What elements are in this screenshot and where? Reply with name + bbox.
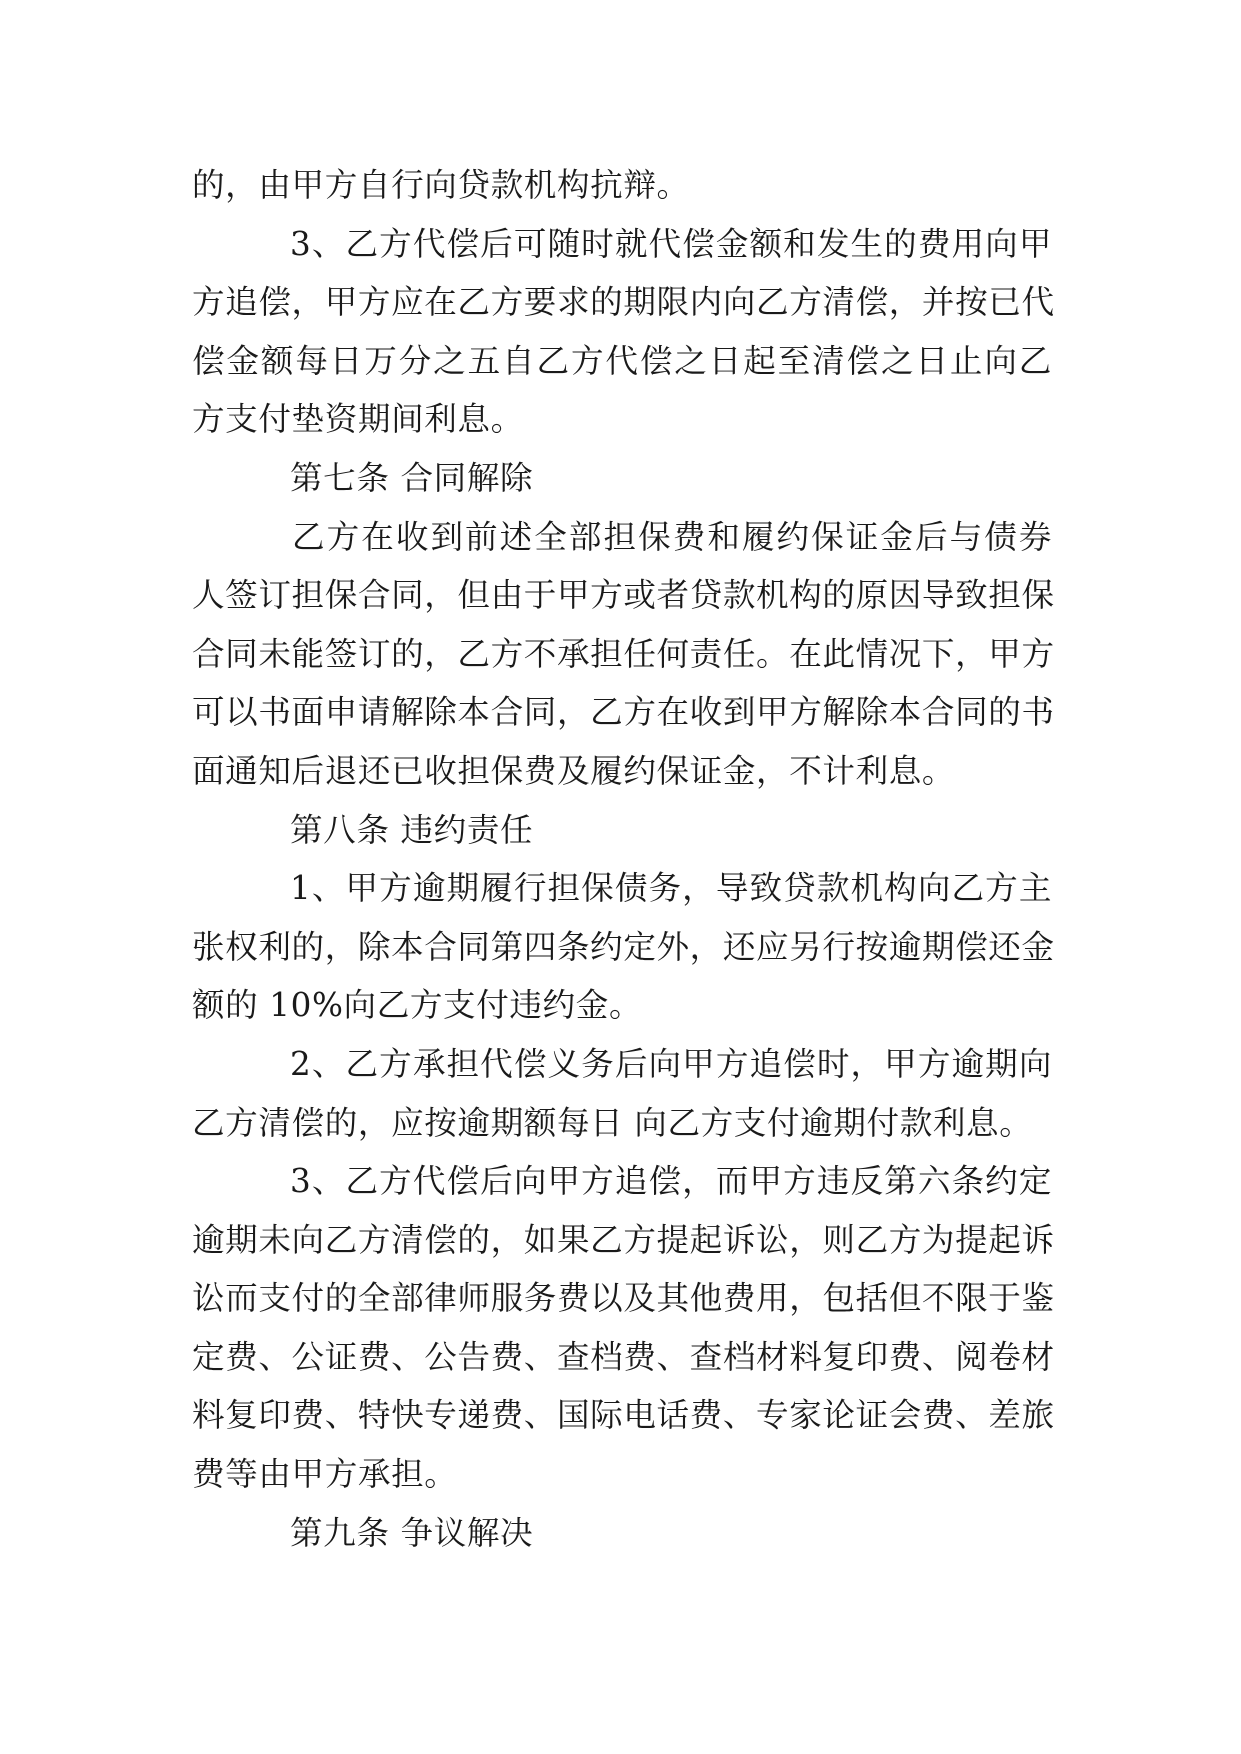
- text-line-3: 方追偿，甲方应在乙方要求的期限内向乙方清偿，并按已代: [192, 283, 1055, 322]
- text-line-18: 3、乙方代偿后向甲方追偿，而甲方违反第六条约定: [290, 1162, 1052, 1201]
- text-line-9: 合同未能签订的，乙方不承担任何责任。在此情况下，甲方: [192, 634, 1055, 673]
- text-line-20: 讼而支付的全部律师服务费以及其他费用，包括但不限于鉴: [192, 1279, 1055, 1318]
- section-heading-article-7: 第七条 合同解除: [290, 458, 534, 497]
- contract-body: [192, 156, 1055, 1562]
- text-line-2: 3、乙方代偿后可随时就代偿金额和发生的费用向甲: [290, 224, 1052, 263]
- text-line-7: 乙方在收到前述全部担保费和履约保证金后与债券: [292, 517, 1052, 556]
- text-line-23: 费等由甲方承担。: [192, 1455, 458, 1494]
- text-line-4: 偿金额每日万分之五自乙方代偿之日起至清偿之日止向乙: [192, 341, 1052, 380]
- text-line-16: 2、乙方承担代偿义务后向甲方追偿时，甲方逾期向: [290, 1044, 1052, 1083]
- section-heading-article-9: 第九条 争议解决: [290, 1513, 534, 1552]
- text-line-15: 额的 10%向乙方支付违约金。: [192, 986, 643, 1025]
- text-line-11: 面通知后退还已收担保费及履约保证金，不计利息。: [192, 751, 956, 790]
- text-line-5: 方支付垫资期间利息。: [192, 400, 524, 439]
- text-line-10: 可以书面申请解除本合同，乙方在收到甲方解除本合同的书: [192, 693, 1055, 732]
- text-line-1: 的，由甲方自行向贷款机构抗辩。: [192, 166, 690, 204]
- text-line-14: 张权利的，除本合同第四条约定外，还应另行按逾期偿还金: [192, 927, 1055, 966]
- text-line-13: 1、甲方逾期履行担保债务，导致贷款机构向乙方主: [290, 869, 1052, 908]
- text-line-8: 人签订担保合同，但由于甲方或者贷款机构的原因导致担保: [192, 576, 1055, 615]
- text-line-19: 逾期未向乙方清偿的，如果乙方提起诉讼，则乙方为提起诉: [192, 1220, 1055, 1259]
- text-line-17: 乙方清偿的，应按逾期额每日 向乙方支付逾期付款利息。: [192, 1103, 1033, 1142]
- text-line-22: 料复印费、特快专递费、国际电话费、专家论证会费、差旅: [192, 1396, 1055, 1435]
- text-line-21: 定费、公证费、公告费、查档费、查档材料复印费、阅卷材: [192, 1337, 1055, 1376]
- section-heading-article-8: 第八条 违约责任: [290, 810, 534, 849]
